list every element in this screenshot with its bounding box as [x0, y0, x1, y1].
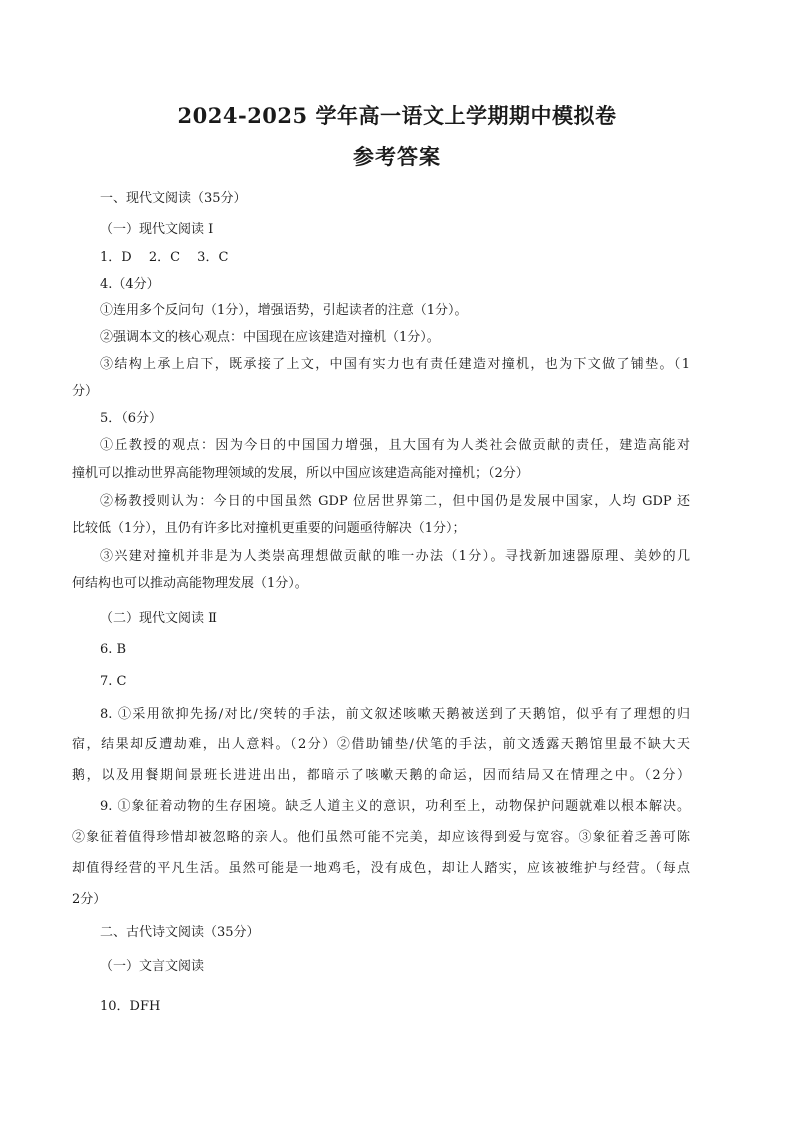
section-heading-classical-reading: 二、古代诗文阅读（35分）	[100, 925, 260, 940]
answer-line: ③兴建对撞机并非是为人类崇高理想做贡献的唯一办法（1分）。寻找新加速器原理、美妙的几	[100, 549, 690, 564]
document-title: 2024-2025 学年高一语文上学期期中模拟卷	[177, 103, 617, 128]
answer-line: 鹅，以及用餐期间景班长进进出出，都暗示了咳嗽天鹅的命运，因而结局又在情理之中。（2分）	[72, 768, 690, 783]
answer-line: 4.（4分）	[100, 277, 160, 292]
answer-line: 8. ①采用欲抑先扬/对比/突转的手法，前文叙述咳嗽天鹅被送到了天鹅馆，似乎有了理想的归	[100, 707, 690, 722]
answer-line: ①连用多个反问句（1分），增强语势，引起读者的注意（1分）。	[100, 303, 468, 318]
answer-line: ③结构上承上启下，既承接了上文，中国有实力也有责任建造对撞机，也为下文做了铺垫。（1	[100, 357, 690, 372]
document-subtitle: 参考答案	[353, 144, 441, 169]
answer-line: ①丘教授的观点：因为今日的中国国力增强，且大国有为人类社会做贡献的责任，建造高能对	[100, 438, 690, 453]
answer-line: 撞机可以推动世界高能物理领域的发展，所以中国应该建造高能对撞机；（2分）	[72, 466, 529, 481]
answer-line: ②杨教授则认为：今日的中国虽然 GDP 位居世界第二，但中国仍是发展中国家，人均 GDP 还	[100, 494, 690, 509]
answer-line: 2分）	[72, 892, 107, 907]
answer-line: 宿，结果却反遭劫难，出人意料。（2分）②借助铺垫/伏笔的手法，前文透露天鹅馆里最不缺大天	[72, 737, 690, 752]
answer-line: 何结构也可以推动高能物理发展（1分）。	[72, 576, 308, 591]
section-heading-modern-reading: 一、现代文阅读（35分）	[100, 191, 247, 206]
answer-line: ②强调本文的核心观点：中国现在应该建造对撞机（1分）。	[100, 330, 440, 345]
answer-line: 却值得经营的平凡生活。虽然可能是一地鸡毛，没有成色，却让人踏实，应该被维护与经营。（每点	[72, 861, 690, 876]
answer-line: 分）	[72, 384, 99, 399]
subsection-heading-reading-2: （二）现代文阅读 Ⅱ	[100, 611, 217, 626]
answer-line: 7. C	[100, 674, 127, 689]
answer-line: 6. B	[100, 642, 127, 657]
answer-line: 10．DFH	[100, 999, 161, 1014]
answer-line: 比较低（1分），且仍有许多比对撞机更重要的问题亟待解决（1分）；	[72, 521, 466, 536]
answer-line: 1．D 2．C 3．C	[100, 250, 229, 265]
answer-line: ②象征着值得珍惜却被忽略的亲人。他们虽然可能不完美，却应该得到爱与宽容。③象征着乏善可陈	[72, 830, 690, 845]
answer-line: 5．（6分）	[100, 411, 163, 426]
answer-line: 9. ①象征着动物的生存困境。缺乏人道主义的意识，功利至上，动物保护问题就难以根本解决。	[100, 799, 690, 814]
subsection-heading-classical-prose: （一）文言文阅读	[100, 959, 205, 974]
subsection-heading-reading-1: （一）现代文阅读 I	[100, 222, 214, 237]
